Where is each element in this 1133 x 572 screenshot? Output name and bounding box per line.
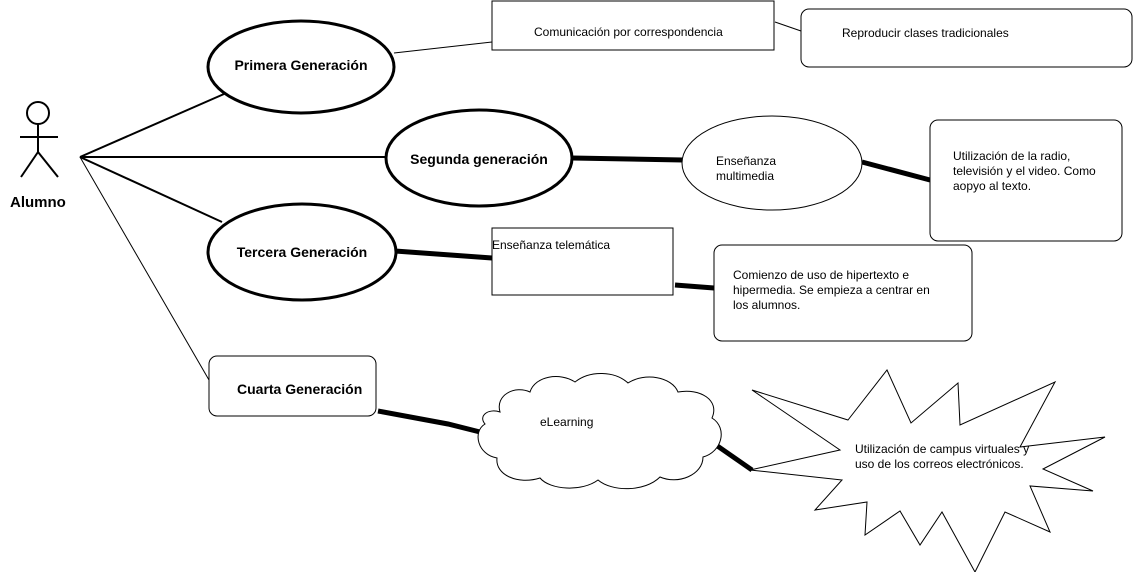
actor-label: Alumno — [10, 194, 66, 211]
campus-label: Utilización de campus virtuales y uso de los correos electrónicos. — [855, 442, 1030, 471]
segunda-generacion-label: Segunda generación — [410, 151, 548, 167]
connector-segunda-multimedia — [572, 158, 683, 160]
comunicacion-label: Comunicación por correspondencia — [534, 25, 723, 39]
connector-telematica-hipertexto — [675, 285, 714, 288]
cuarta-generacion-label: Cuarta Generación — [237, 381, 363, 397]
radio-tv-label: Utilización de la radio, televisión y el video. Como aopyo al texto. — [953, 149, 1096, 193]
connector-actor-cuarta — [80, 157, 209, 380]
connector-cuarta-elearning — [378, 411, 480, 432]
hipertexto-label: Comienzo de uso de hipertexto e hipermedia. Se empieza a centrar en los alumnos. — [733, 268, 930, 312]
connector-tercera-telematica — [395, 251, 492, 258]
primera-generacion-label: Primera Generación — [234, 57, 368, 73]
telematica-label: Enseñanza telemática — [492, 238, 611, 252]
tercera-generacion-label: Tercera Generación — [236, 244, 368, 260]
reproducir-label: Reproducir clases tradicionales — [842, 26, 1009, 40]
connector-primera-comunicacion — [394, 42, 492, 53]
connector-actor-tercera — [80, 157, 222, 222]
elearning-label: eLearning — [540, 415, 594, 429]
connector-actor-primera — [80, 94, 224, 157]
connector-comunicacion-reproducir — [775, 22, 801, 31]
connector-multimedia-radio — [862, 162, 930, 180]
actor-figure-icon — [20, 102, 58, 177]
multimedia-label: Enseñanza multimedia — [716, 154, 777, 183]
elearning-cloud-shape[interactable] — [478, 373, 721, 488]
connector-elearning-campus — [716, 445, 752, 470]
